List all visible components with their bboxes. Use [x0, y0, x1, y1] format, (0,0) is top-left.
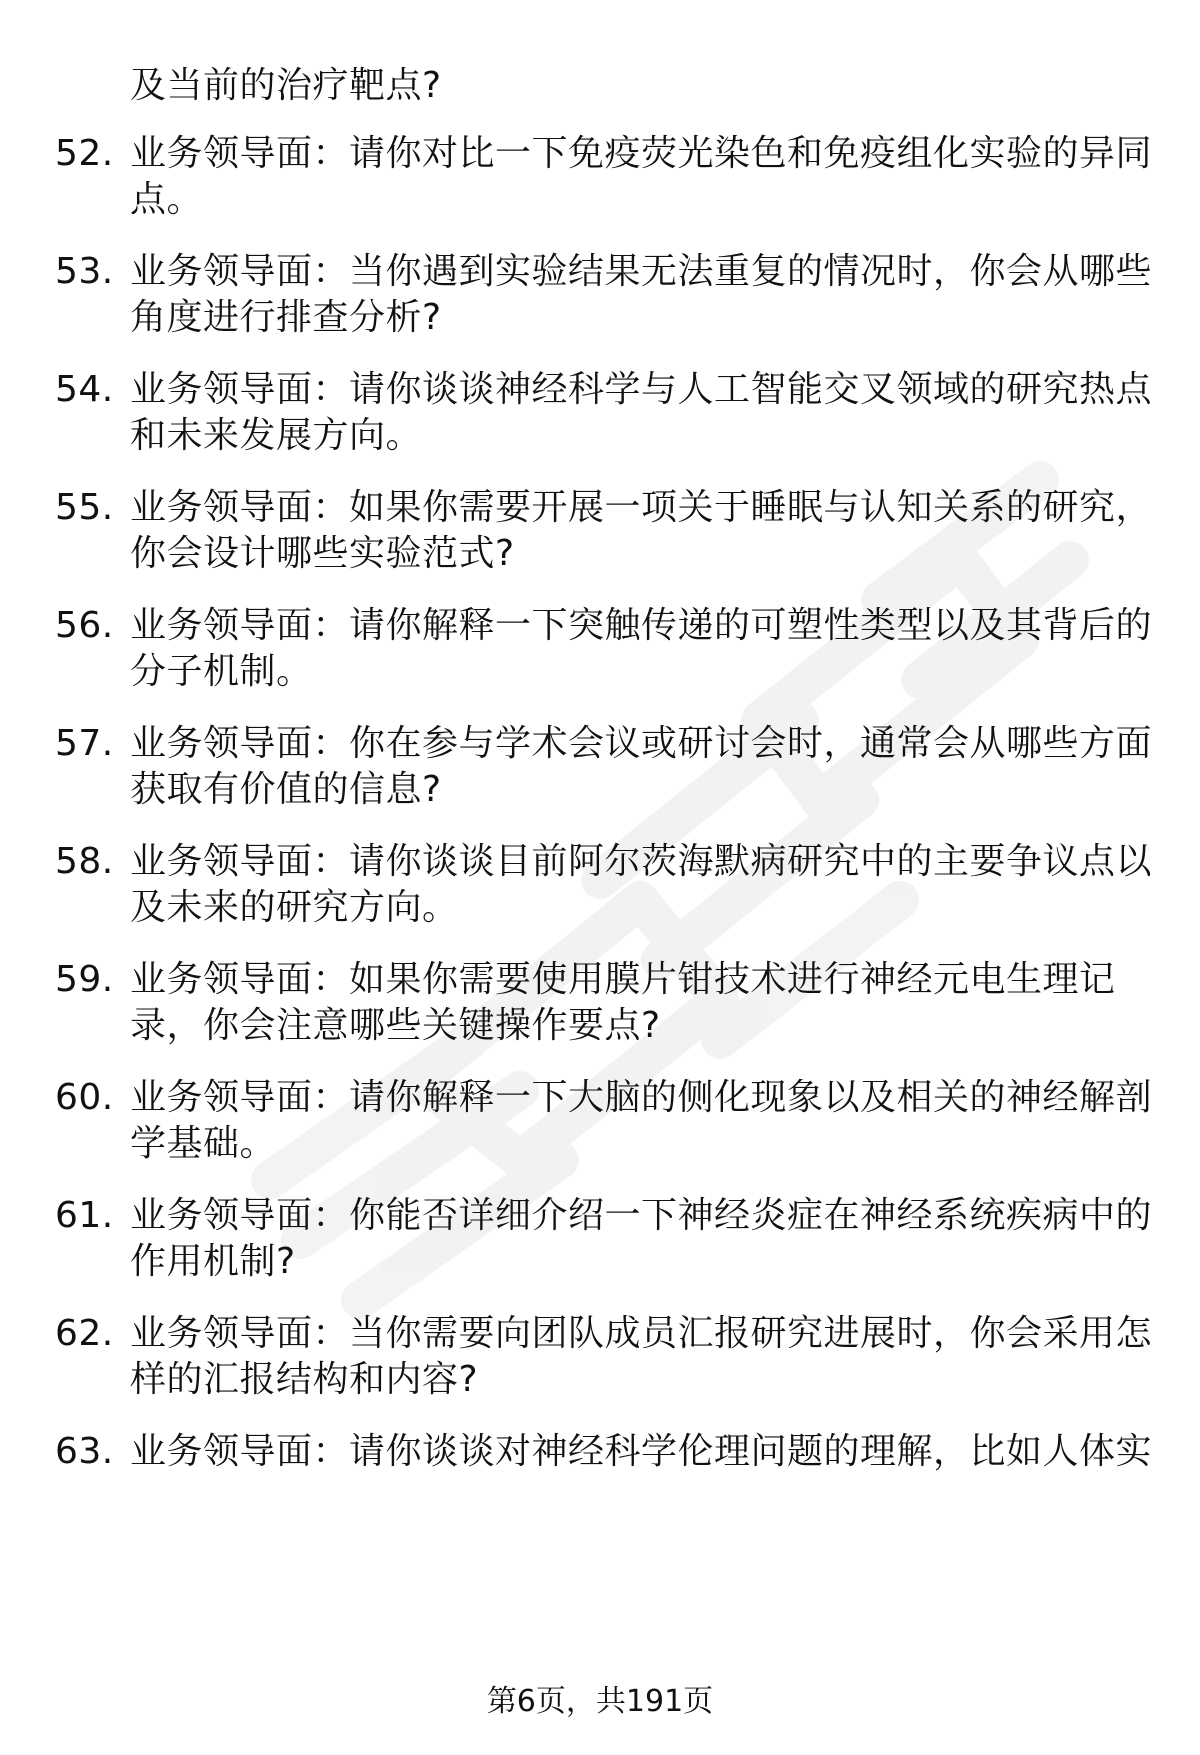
item-text-line: 业务领导面：请你解释一下突触传递的可塑性类型以及其背后的	[130, 605, 1153, 646]
item-number: 57.	[55, 723, 114, 764]
item-text-line: 业务领导面：如果你需要开展一项关于睡眠与认知关系的研究，	[130, 487, 1153, 528]
item-text-line: 和未来发展方向。	[130, 415, 423, 456]
item-text-line: 作用机制?	[130, 1241, 296, 1282]
item-text-line: 录，你会注意哪些关键操作要点?	[130, 1005, 661, 1046]
item-text-line: 业务领导面：当你遇到实验结果无法重复的情况时，你会从哪些	[130, 251, 1153, 292]
page-footer: 第6页，共191页	[486, 1684, 714, 1719]
item-number: 55.	[55, 487, 114, 528]
item-text-line: 角度进行排查分析?	[130, 297, 442, 338]
item-text-line: 业务领导面：请你谈谈神经科学与人工智能交叉领域的研究热点	[130, 369, 1153, 410]
continuation-text: 及当前的治疗靶点?	[130, 65, 442, 106]
item-text-line: 你会设计哪些实验范式?	[130, 533, 515, 574]
item-number: 52.	[55, 133, 114, 174]
item-number: 54.	[55, 369, 114, 410]
item-text-line: 学基础。	[130, 1123, 277, 1164]
item-text-line: 分子机制。	[130, 651, 313, 692]
item-text-line: 业务领导面：你在参与学术会议或研讨会时，通常会从哪些方面	[130, 723, 1153, 764]
item-text-line: 获取有价值的信息?	[130, 769, 442, 810]
item-text-line: 业务领导面：请你谈谈目前阿尔茨海默病研究中的主要争议点以	[130, 841, 1153, 882]
item-number: 61.	[55, 1195, 114, 1236]
item-number: 59.	[55, 959, 114, 1000]
item-text-line: 点。	[130, 179, 204, 220]
item-number: 63.	[55, 1431, 114, 1472]
item-number: 58.	[55, 841, 114, 882]
item-text-line: 及未来的研究方向。	[130, 887, 459, 928]
item-text-line: 业务领导面：你能否详细介绍一下神经炎症在神经系统疾病中的	[130, 1195, 1153, 1236]
item-text-line: 业务领导面：如果你需要使用膜片钳技术进行神经元电生理记	[130, 959, 1116, 1000]
item-number: 53.	[55, 251, 114, 292]
item-number: 60.	[55, 1077, 114, 1118]
item-number: 56.	[55, 605, 114, 646]
item-text-line: 业务领导面：请你谈谈对神经科学伦理问题的理解，比如人体实	[130, 1431, 1153, 1472]
item-number: 62.	[55, 1313, 114, 1354]
item-text-line: 业务领导面：请你解释一下大脑的侧化现象以及相关的神经解剖	[130, 1077, 1153, 1118]
item-text-line: 样的汇报结构和内容?	[130, 1359, 479, 1400]
item-text-line: 业务领导面：请你对比一下免疫荧光染色和免疫组化实验的异同	[130, 133, 1153, 174]
item-text-line: 业务领导面：当你需要向团队成员汇报研究进展时，你会采用怎	[130, 1313, 1153, 1354]
